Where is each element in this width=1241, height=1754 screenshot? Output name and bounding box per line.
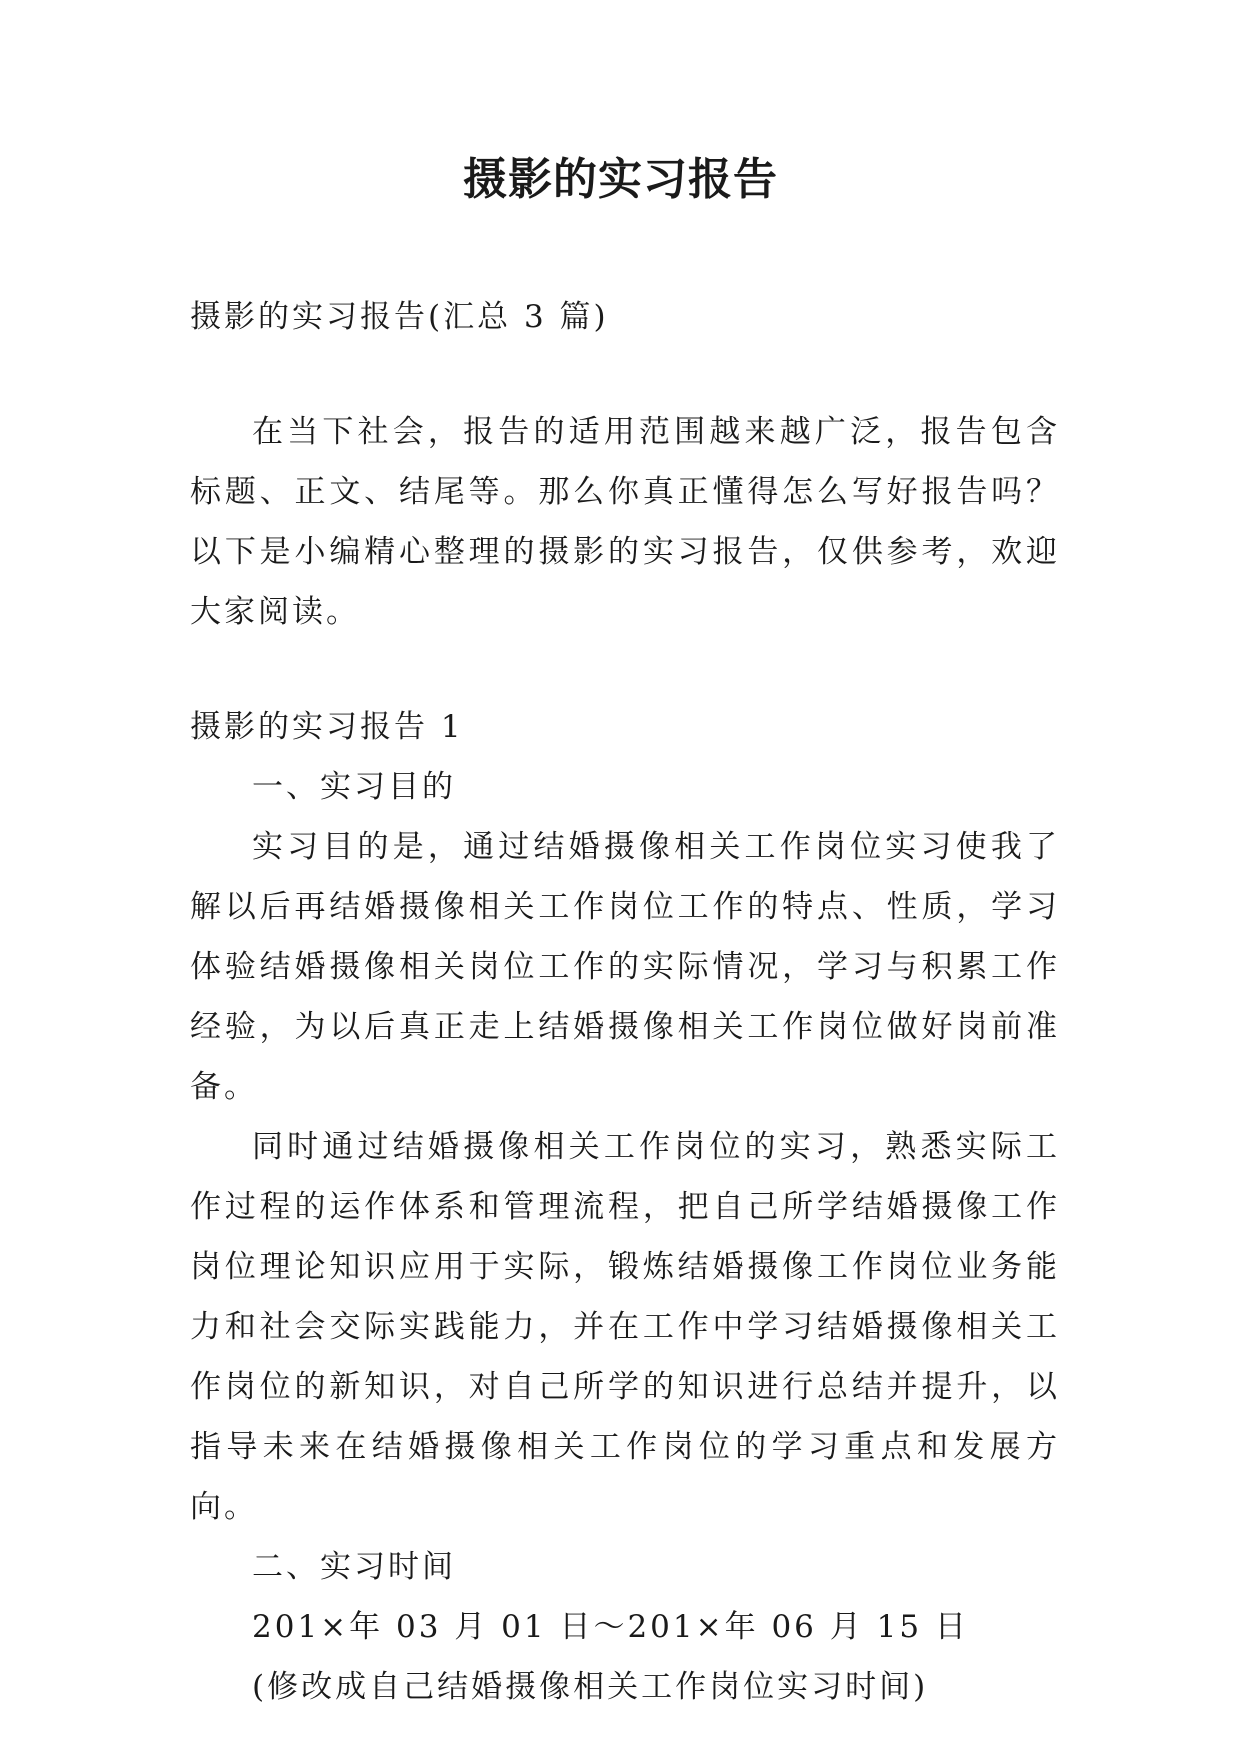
internship-date-range: 201×年 03 月 01 日～201×年 06 月 15 日 (252, 1609, 969, 1645)
intro-paragraph: 在当下社会，报告的适用范围越来越广泛，报告包含标题、正文、结尾等。那么你真正懂得怎么写好报告吗？以下是小编精心整理的摄影的实习报告，仅供参考，欢迎大家阅读。 (190, 414, 1060, 630)
section-1-heading: 一、实习目的 (252, 769, 456, 805)
purpose-paragraph-2: 同时通过结婚摄像相关工作岗位的实习，熟悉实际工作过程的运作体系和管理流程，把自己所学结婚摄像工作岗位理论知识应用于实际，锻炼结婚摄像工作岗位业务能力和社会交际实践能力，并在工作中学习结婚摄像相关工作岗位的新知识，对自己所学的知识进行总结并提升，以指导未来在结婚摄像相关工作岗位的学习重点和发展方向。 (190, 1129, 1060, 1525)
document-title: 摄影的实习报告 (463, 154, 778, 205)
subtitle-text: 摄影的实习报告(汇总 3 篇) (190, 299, 609, 335)
section-2-heading: 二、实习时间 (252, 1549, 456, 1585)
intro-section (190, 402, 1060, 642)
purpose-paragraph-1: 实习目的是，通过结婚摄像相关工作岗位实习使我了解以后再结婚摄像相关工作岗位工作的特点、性质，学习体验结婚摄像相关岗位工作的实际情况，学习与积累工作经验，为以后真正走上结婚摄像相关工作岗位做好岗前准备。 (190, 829, 1060, 1105)
internship-date-note: (修改成自己结婚摄像相关工作岗位实习时间) (252, 1669, 929, 1705)
report-1-section (190, 697, 1060, 1717)
report-1-heading: 摄影的实习报告 1 (190, 709, 464, 745)
document-subtitle (190, 287, 1060, 347)
